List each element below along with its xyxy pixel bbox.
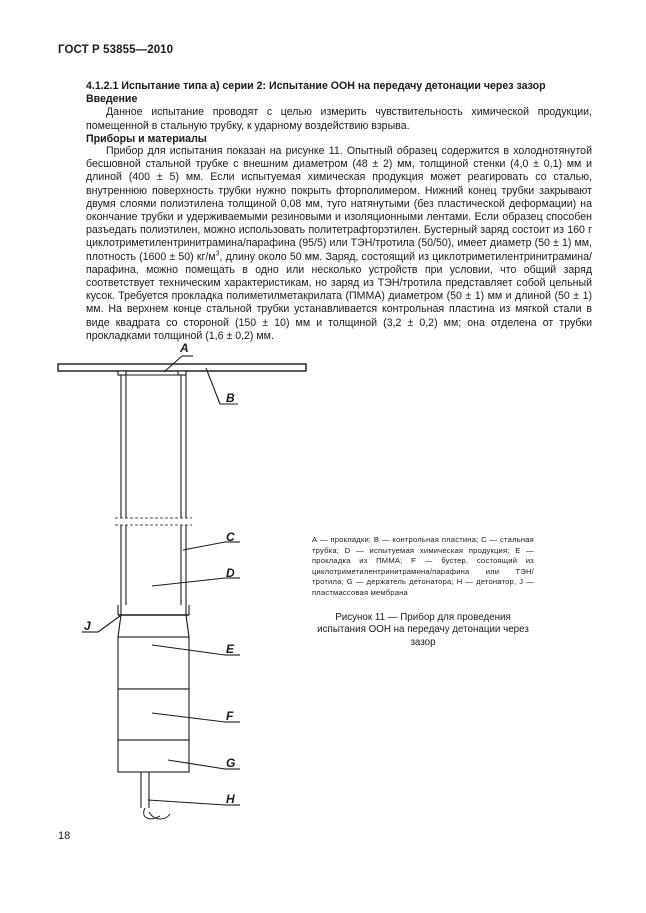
label-d: D <box>226 566 235 580</box>
detonator-holder <box>118 740 189 772</box>
leader-d <box>152 578 225 586</box>
spacer-left <box>118 371 126 375</box>
figure-legend: А — прокладки; В — контрольная пластина; С — стальная трубка; D — испытуемая химическая продукция; Е — прокладка из ПММА; F — бустер, состоящий из циклотриметилентринитрамина/парафина или ТЭН/тротила; G — держатель детонатора; Н — детонатор, J — пластмассовая мембрана <box>312 535 534 597</box>
document-header: ГОСТ Р 53855—2010 <box>58 44 174 56</box>
intro-paragraph: Данное испытание проводят с целью измерить чувствительность химической продукции, помещенной в стальную трубку, к ударному воздействию взрыва. <box>86 106 592 132</box>
apparatus-heading: Приборы и материалы <box>86 132 207 145</box>
leader-j <box>98 616 120 632</box>
leader-c <box>183 542 225 550</box>
label-b: B <box>226 391 235 405</box>
unit-superscript: 3 <box>215 250 220 258</box>
label-h: H <box>226 792 235 806</box>
intro-heading: Введение <box>86 93 138 106</box>
label-a: A <box>180 341 189 355</box>
booster-charge <box>118 689 189 740</box>
leader-h <box>148 800 225 805</box>
label-c: C <box>226 530 235 544</box>
section-title: 4.1.2.1 Испытание типа а) серии 2: Испытание ООН на передачу детонации через зазор <box>86 80 546 92</box>
label-g: G <box>226 756 236 770</box>
spacer-right <box>178 371 186 375</box>
label-j: J <box>84 619 91 633</box>
leader-b <box>206 368 220 404</box>
page-number: 18 <box>58 830 71 842</box>
label-f: F <box>226 709 234 723</box>
detonator-wires <box>144 808 170 819</box>
figure-caption: Рисунок 11 — Прибор для проведения испытания ООН на передачу детонации через зазор <box>317 612 529 648</box>
witness-plate <box>58 364 306 371</box>
apparatus-text-part2: , длину около 50 мм. Заряд, состоящий из циклотриметилентринитрамина/ парафина, можно помещать в одно или несколько устройств при условии, что общий заряд соответствует техническим характеристикам, но заряд из ТЭН/тротила представляет собой цельный кусок. Требуется прокладка полиметилметакрилата (ПММА) диаметром (50 ± 1) мм и длиной (50 ± 1) мм. На верхнем конце стальной трубки устанавливается контрольная пластина из мягкой стали в виде квадрата со стороной (150 ± 10) мм и толщиной (3,2 ± 0,2) мм; она отделена от трубки прокладками толщиной (1,6 ± 0,2) мм. <box>86 250 592 342</box>
label-e: E <box>226 642 235 656</box>
apparatus-text-part1: Прибор для испытания показан на рисунке 11. Опытный образец содержится в холоднотянутой бесшовной стальной трубке с внешним диаметром (48 ± 2) мм, толщиной стенки (4,0 ± 0,1) мм и длиной (400 ± 5) мм. Если испытуемая химическая продукция может реагировать со сталью, внутреннюю поверхность трубки нужно покрыть фторполимером. Нижний конец трубки закрывают двумя слоями полиэтилена толщиной 0,08 мм, туго натянутыми (без пластической деформации) на окончание трубки и удерживаемыми резиновыми и изоляционными лентами. Если образец способен разъедать полиэтилен, можно использовать политетрафторэтилен. Бустерный заряд состоит из 160 г циклотриметилентринитрамина/парафина (95/5) или ТЭН/тротила (50/50), имеет диаметр (50 ± 1) мм, плотность (1600 ± 50) кг/м <box>86 145 592 263</box>
